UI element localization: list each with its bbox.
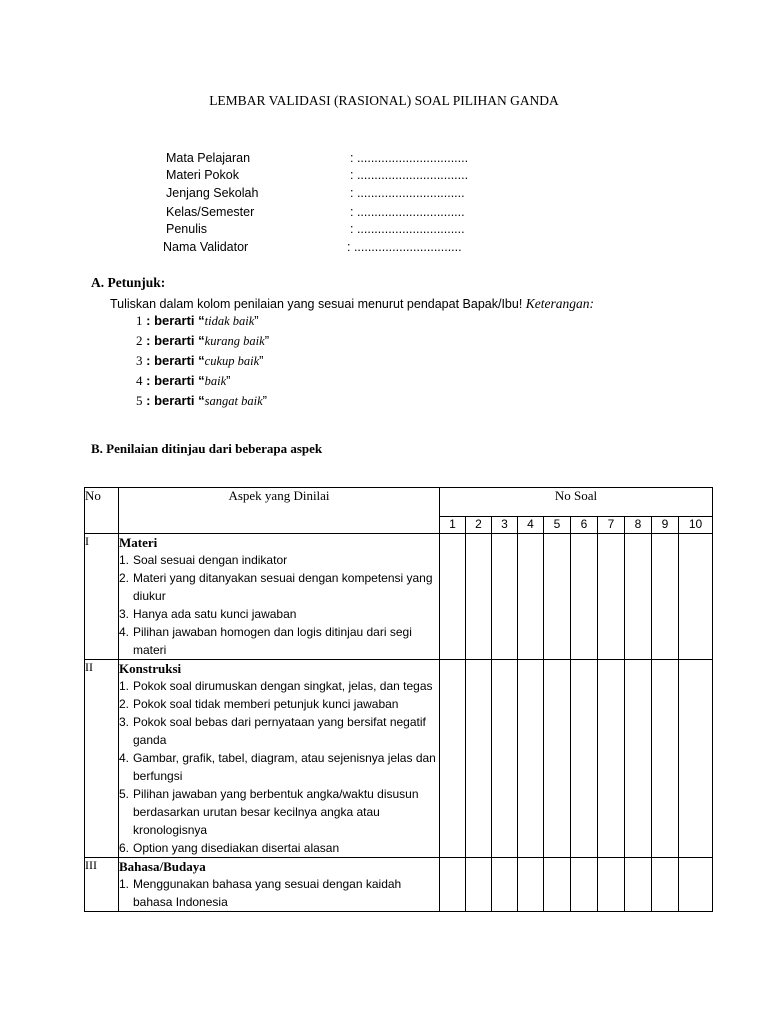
section-number: II	[85, 660, 119, 858]
scale-row-4: 4 : berarti “baik”	[136, 373, 231, 388]
score-cell[interactable]	[598, 534, 625, 660]
soal-number: 2	[466, 517, 492, 534]
score-cell[interactable]	[652, 534, 679, 660]
header-no-soal: No Soal	[440, 488, 713, 517]
keterangan-label: Keterangan:	[525, 296, 595, 311]
identity-label: Materi Pokok	[166, 168, 239, 182]
list-item: 4. Gambar, grafik, tabel, diagram, atau sejenisnya jelas dan berfungsi	[119, 751, 436, 783]
score-cell[interactable]	[466, 534, 492, 660]
score-cell[interactable]	[440, 858, 466, 912]
score-cell[interactable]	[679, 534, 713, 660]
header-aspek: Aspek yang Dinilai	[119, 488, 440, 534]
identity-value: : ...............................	[350, 186, 465, 200]
soal-number: 9	[652, 517, 679, 534]
score-cell[interactable]	[652, 660, 679, 858]
soal-number: 3	[492, 517, 518, 534]
identity-label: Kelas/Semester	[166, 205, 255, 219]
score-cell[interactable]	[440, 660, 466, 858]
identity-label: Nama Validator	[163, 240, 249, 254]
score-cell[interactable]	[544, 660, 571, 858]
identity-label: Penulis	[166, 222, 207, 236]
scale-row-5: 5 : berarti “sangat baik”	[136, 393, 267, 408]
score-cell[interactable]	[544, 858, 571, 912]
score-cell[interactable]	[492, 660, 518, 858]
identity-label: Jenjang Sekolah	[166, 186, 259, 200]
score-cell[interactable]	[571, 534, 598, 660]
score-cell[interactable]	[440, 534, 466, 660]
scale-row-2: 2 : berarti “kurang baik”	[136, 333, 270, 348]
soal-number: 4	[518, 517, 544, 534]
score-cell[interactable]	[652, 858, 679, 912]
section-title: Bahasa/Budaya	[119, 859, 206, 874]
score-cell[interactable]	[466, 858, 492, 912]
assessment-table	[84, 487, 713, 912]
scale-row-1: 1 : berarti “tidak baik”	[136, 313, 259, 328]
score-cell[interactable]	[492, 858, 518, 912]
instruction-text	[110, 296, 594, 312]
aspek-cell	[119, 660, 440, 858]
list-item: 2. Pokok soal tidak memberi petunjuk kunci jawaban	[119, 697, 399, 711]
soal-number: 5	[544, 517, 571, 534]
identity-value: : ................................	[350, 168, 469, 182]
list-item: 2. Materi yang ditanyakan sesuai dengan kompetensi yang diukur	[119, 571, 433, 603]
instruction-sentence: Tuliskan dalam kolom penilaian yang sesuai menurut pendapat Bapak/Ibu!	[110, 297, 523, 311]
score-cell[interactable]	[679, 660, 713, 858]
list-item: 1. Menggunakan bahasa yang sesuai dengan kaidah bahasa Indonesia	[119, 877, 402, 909]
soal-number: 6	[571, 517, 598, 534]
section-number: III	[85, 858, 119, 912]
list-item: 4. Pilihan jawaban homogen dan logis ditinjau dari segi materi	[119, 625, 412, 657]
score-cell[interactable]	[466, 660, 492, 858]
header-no: No	[85, 488, 119, 534]
list-item: 5. Pilihan jawaban yang berbentuk angka/waktu disusun berdasarkan urutan besar kecilnya angka atau kronologisnya	[119, 787, 419, 837]
soal-number: 7	[598, 517, 625, 534]
list-item: 1. Soal sesuai dengan indikator	[119, 553, 288, 567]
table-row-bahasa-budaya	[85, 858, 713, 912]
score-cell[interactable]	[625, 534, 652, 660]
score-cell[interactable]	[518, 534, 544, 660]
identity-value: : ...............................	[350, 205, 465, 219]
identity-value: : ...............................	[350, 222, 465, 236]
score-cell[interactable]	[492, 534, 518, 660]
score-cell[interactable]	[679, 858, 713, 912]
score-cell[interactable]	[544, 534, 571, 660]
section-title: Materi	[119, 535, 158, 550]
table-row-konstruksi	[85, 660, 713, 858]
soal-number: 1	[440, 517, 466, 534]
soal-number: 8	[625, 517, 652, 534]
soal-number: 10	[679, 517, 713, 534]
score-cell[interactable]	[518, 660, 544, 858]
identity-label: Mata Pelajaran	[166, 151, 251, 165]
aspek-cell	[119, 858, 440, 912]
section-title: Konstruksi	[119, 661, 182, 676]
list-item: 1. Pokok soal dirumuskan dengan singkat, jelas, dan tegas	[119, 679, 433, 693]
section-a-heading: A. Petunjuk:	[91, 275, 166, 290]
aspek-cell	[119, 534, 440, 660]
list-item: 3. Hanya ada satu kunci jawaban	[119, 607, 297, 621]
identity-value: : ...............................	[347, 240, 462, 254]
scale-row-3: 3 : berarti “cukup baik”	[136, 353, 264, 368]
section-number: I	[85, 534, 119, 660]
section-b-heading: B. Penilaian ditinjau dari beberapa aspek	[91, 441, 323, 456]
table-row-materi	[85, 534, 713, 660]
score-cell[interactable]	[625, 858, 652, 912]
score-cell[interactable]	[571, 858, 598, 912]
page-title: LEMBAR VALIDASI (RASIONAL) SOAL PILIHAN GANDA	[209, 93, 559, 108]
list-item: 6. Option yang disediakan disertai alasan	[119, 841, 340, 855]
score-cell[interactable]	[598, 858, 625, 912]
score-cell[interactable]	[598, 660, 625, 858]
score-cell[interactable]	[571, 660, 598, 858]
score-cell[interactable]	[625, 660, 652, 858]
score-cell[interactable]	[518, 858, 544, 912]
identity-value: : ................................	[350, 151, 469, 165]
list-item: 3. Pokok soal bebas dari pernyataan yang bersifat negatif ganda	[119, 715, 426, 747]
